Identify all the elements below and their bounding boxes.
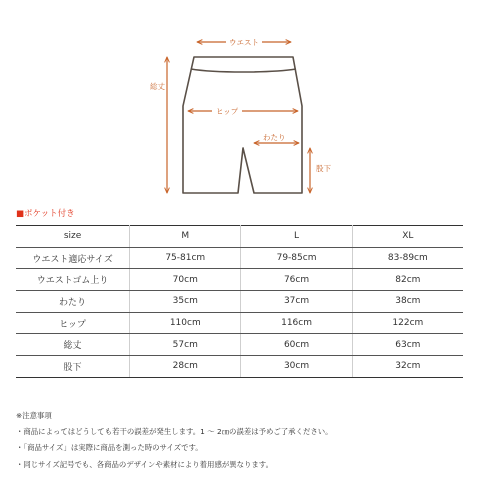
table-header-cell: XL bbox=[352, 226, 463, 248]
notes-heading: ※注意事項 bbox=[16, 411, 52, 420]
note-item: ・「商品サイズ」は実際に商品を測った時のサイズです。 bbox=[16, 443, 203, 453]
note-item: ・同じサイズ記号でも、各商品のデザインや素材により着用感が異なります。 bbox=[16, 459, 273, 469]
table-cell: 57cm bbox=[130, 334, 241, 356]
table-row bbox=[16, 291, 463, 313]
shorts-diagram bbox=[0, 0, 480, 205]
table-header-cell: size bbox=[16, 226, 130, 248]
thigh-measure bbox=[254, 133, 299, 143]
table-cell: 30cm bbox=[241, 356, 352, 378]
notes-section bbox=[16, 408, 333, 473]
table-cell: 32cm bbox=[352, 356, 463, 378]
row-label: 股下 bbox=[16, 356, 130, 378]
waist-label: ウエスト bbox=[229, 38, 259, 47]
table-cell: 35cm bbox=[130, 291, 241, 313]
table-cell: 110cm bbox=[130, 312, 241, 334]
shorts-outline bbox=[183, 57, 302, 193]
table-row bbox=[16, 247, 463, 269]
row-label: わたり bbox=[16, 291, 130, 313]
table-header-cell: L bbox=[241, 226, 352, 248]
row-label: ヒップ bbox=[16, 312, 130, 334]
row-label: ウエスト適応サイズ bbox=[16, 247, 130, 269]
inseam-measure bbox=[310, 148, 331, 193]
table-cell: 63cm bbox=[352, 334, 463, 356]
table-cell: 37cm bbox=[241, 291, 352, 313]
table-cell: 38cm bbox=[352, 291, 463, 313]
table-cell: 83-89cm bbox=[352, 247, 463, 269]
table-cell: 122cm bbox=[352, 312, 463, 334]
size-diagram bbox=[0, 0, 480, 205]
note-item: ・商品によってはどうしても若干の誤差が発生します。1 ～ 2㎝の誤差は予めご了承ください。 bbox=[16, 427, 333, 437]
table-cell: 70cm bbox=[130, 269, 241, 291]
table-cell: 82cm bbox=[352, 269, 463, 291]
table-cell: 28cm bbox=[130, 356, 241, 378]
table-cell: 75-81cm bbox=[130, 247, 241, 269]
row-label: 総丈 bbox=[16, 334, 130, 356]
table-row bbox=[16, 356, 463, 378]
table-cell: 79-85cm bbox=[241, 247, 352, 269]
table-row bbox=[16, 312, 463, 334]
length-label: 総丈 bbox=[150, 82, 165, 91]
row-label: ウエストゴム上り bbox=[16, 269, 130, 291]
hip-label: ヒップ bbox=[215, 107, 239, 116]
table-cell: 116cm bbox=[241, 312, 352, 334]
table-cell: 76cm bbox=[241, 269, 352, 291]
length-measure bbox=[150, 57, 167, 193]
table-header-row bbox=[16, 226, 463, 248]
pocket-note: ■ポケット付き bbox=[16, 209, 75, 219]
size-table bbox=[16, 225, 463, 378]
table-cell: 60cm bbox=[241, 334, 352, 356]
inseam-label: 股下 bbox=[316, 164, 331, 173]
waist-measure bbox=[197, 36, 291, 48]
thigh-label: わたり bbox=[263, 133, 286, 142]
table-header-cell: M bbox=[130, 226, 241, 248]
hip-measure bbox=[188, 105, 298, 117]
table-row bbox=[16, 334, 463, 356]
table-row bbox=[16, 269, 463, 291]
